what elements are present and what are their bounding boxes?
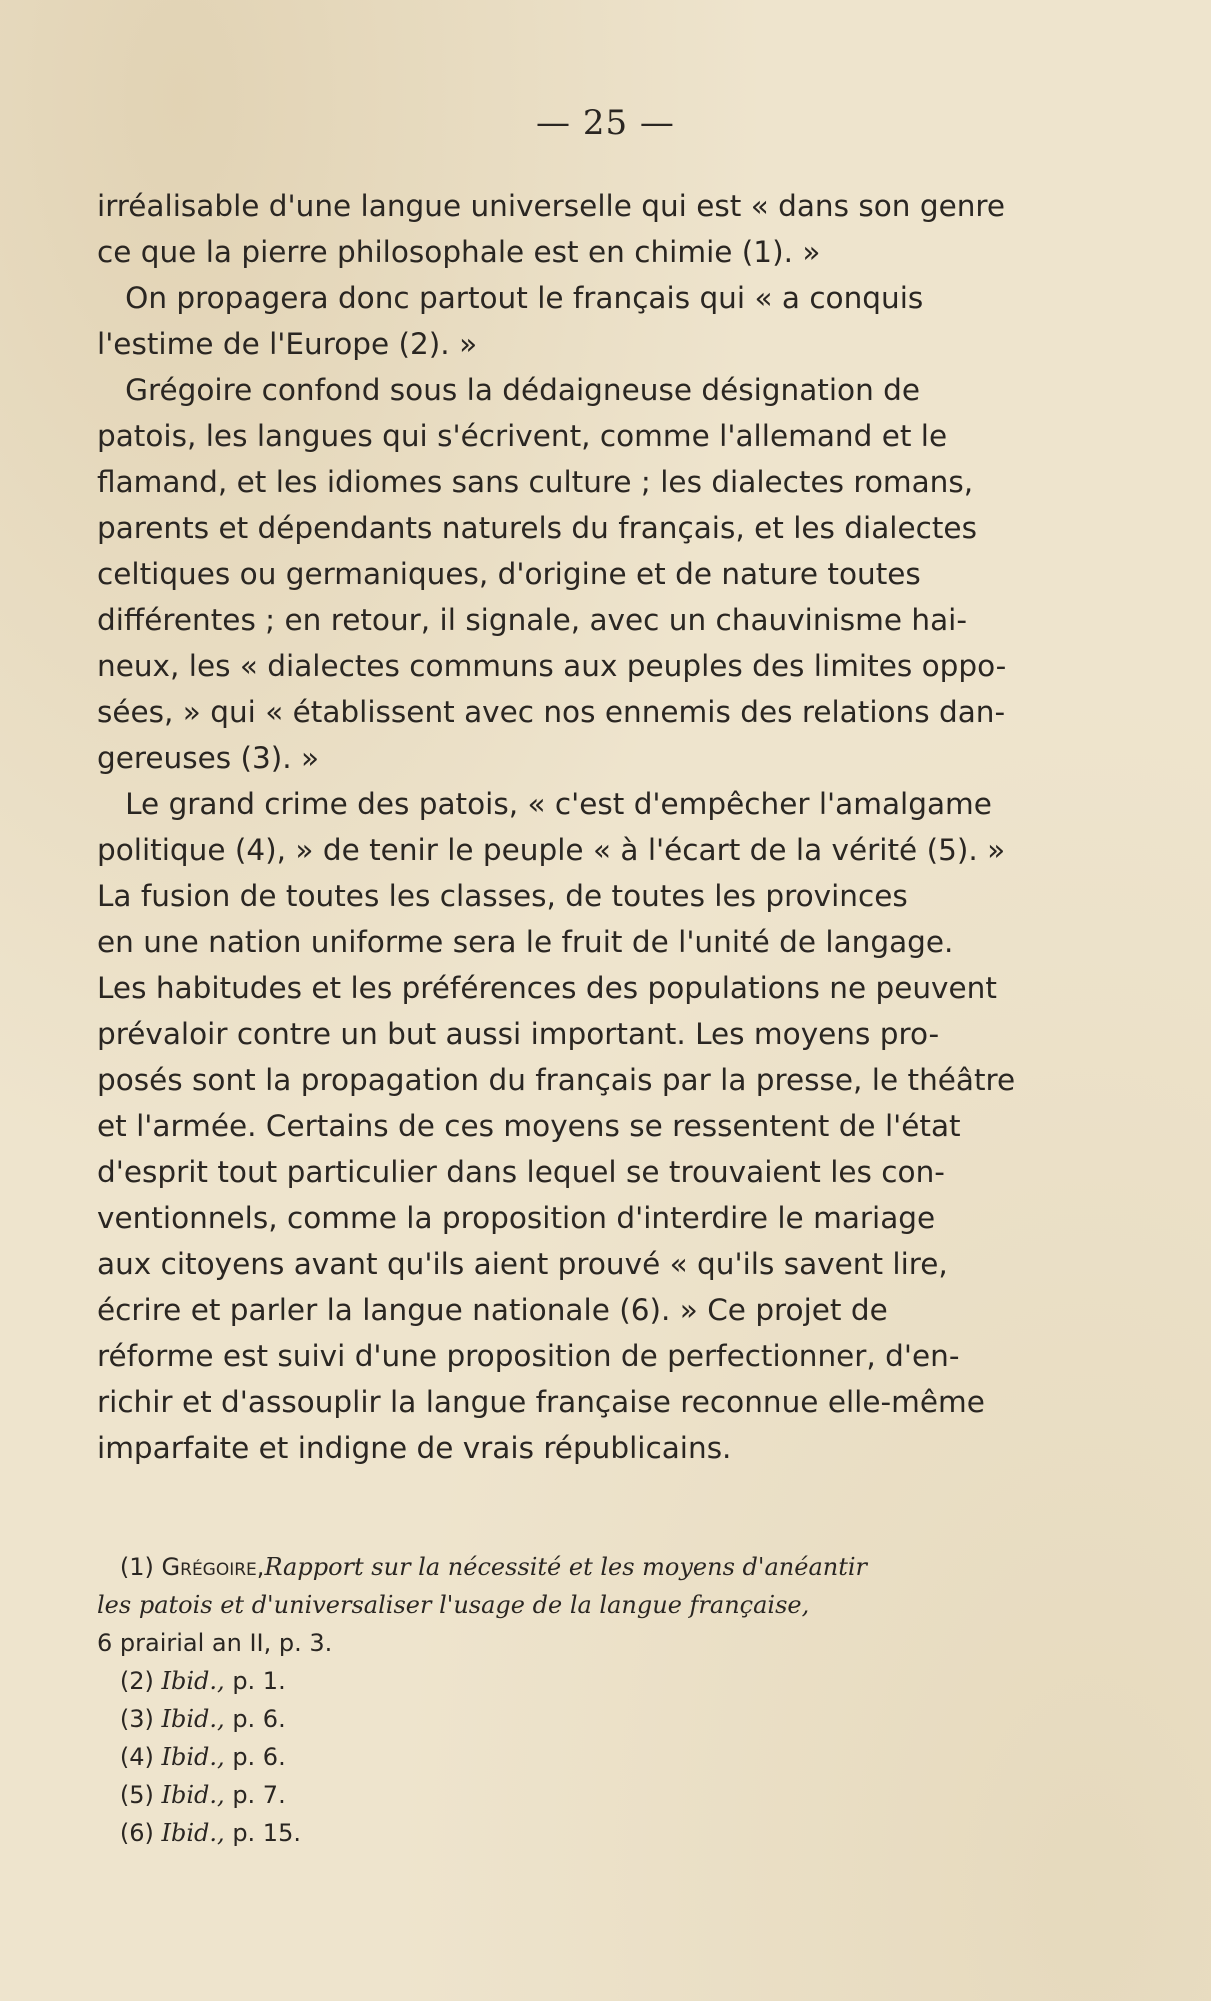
body-line: flamand, et les idiomes sans culture ; les dialectes romans, xyxy=(97,465,974,499)
body-line: réforme est suivi d'une proposition de perfectionner, d'en- xyxy=(97,1339,960,1373)
footnote-6 xyxy=(97,1814,1097,1852)
body-line: patois, les langues qui s'écrivent, comme l'allemand et le xyxy=(97,419,948,453)
body-line: celtiques ou germaniques, d'origine et de nature toutes xyxy=(97,557,921,591)
body-line: d'esprit tout particulier dans lequel se trouvaient les con- xyxy=(97,1155,945,1189)
body-line: neux, les « dialectes communs aux peuples des limites oppo- xyxy=(97,649,1007,683)
footnote-ibid: Ibid., xyxy=(161,1743,225,1771)
body-line: Le grand crime des patois, « c'est d'empêcher l'amalgame xyxy=(97,787,992,821)
footnote-1-date: 6 prairial an II, p. 3. xyxy=(97,1629,333,1657)
footnote-title: Rapport sur la nécessité et les moyens d'anéantir xyxy=(264,1553,868,1581)
body-line: Les habitudes et les préférences des populations ne peuvent xyxy=(97,971,997,1005)
footnote-ibid: Ibid., xyxy=(161,1667,225,1695)
footnote-page: p. 6. xyxy=(232,1743,286,1771)
body-line: ventionnels, comme la proposition d'interdire le mariage xyxy=(97,1201,936,1235)
footnote-2 xyxy=(97,1662,1097,1700)
body-line: différentes ; en retour, il signale, avec un chauvinisme hai- xyxy=(97,603,968,637)
body-line: La fusion de toutes les classes, de toutes les provinces xyxy=(97,879,908,913)
body-line: irréalisable d'une langue universelle qui est « dans son genre xyxy=(97,189,1006,223)
body-line: politique (4), » de tenir le peuple « à l'écart de la vérité (5). » xyxy=(97,833,1006,867)
body-line: prévaloir contre un but aussi important. Les moyens pro- xyxy=(97,1017,940,1051)
body-line: et l'armée. Certains de ces moyens se ressentent de l'état xyxy=(97,1109,961,1143)
footnote-number: (1) xyxy=(119,1553,154,1581)
page-number: — 25 — xyxy=(536,103,675,143)
footnote-number: (6) xyxy=(119,1819,154,1847)
footnote-page: p. 7. xyxy=(232,1781,286,1809)
footnote-number: (5) xyxy=(119,1781,154,1809)
body-line: On propagera donc partout le français qui « a conquis xyxy=(97,281,924,315)
body-line: parents et dépendants naturels du français, et les dialectes xyxy=(97,511,977,545)
footnote-number: (3) xyxy=(119,1705,154,1733)
body-line: imparfaite et indigne de vrais républicains. xyxy=(97,1431,732,1465)
footnote-number: (2) xyxy=(119,1667,154,1695)
body-line: richir et d'assouplir la langue française reconnue elle-même xyxy=(97,1385,985,1419)
footnote-ibid: Ibid., xyxy=(161,1819,225,1847)
footnote-number: (4) xyxy=(119,1743,154,1771)
footnote-ibid: Ibid., xyxy=(161,1705,225,1733)
body-line: sées, » qui « établissent avec nos ennemis des relations dan- xyxy=(97,695,1006,729)
footnote-1-title-cont: les patois et d'universaliser l'usage de la langue française, xyxy=(97,1591,810,1619)
footnote-1 xyxy=(97,1548,1097,1586)
body-line: ce que la pierre philosophale est en chimie (1). » xyxy=(97,235,821,269)
footnote-page: p. 1. xyxy=(232,1667,286,1695)
footnote-ibid: Ibid., xyxy=(161,1781,225,1809)
body-line: gereuses (3). » xyxy=(97,741,320,775)
body-line: posés sont la propagation du français par la presse, le théâtre xyxy=(97,1063,1016,1097)
footnotes xyxy=(97,1548,1097,1852)
body-line: en une nation uniforme sera le fruit de l'unité de langage. xyxy=(97,925,954,959)
body-line: Grégoire confond sous la dédaigneuse désignation de xyxy=(97,373,921,407)
footnote-4 xyxy=(97,1738,1097,1776)
body-line: écrire et parler la langue nationale (6). » Ce projet de xyxy=(97,1293,888,1327)
footnote-3 xyxy=(97,1700,1097,1738)
footnote-5 xyxy=(97,1776,1097,1814)
body-line: l'estime de l'Europe (2). » xyxy=(97,327,478,361)
body-text xyxy=(97,183,1082,1471)
body-line: aux citoyens avant qu'ils aient prouvé « qu'ils savent lire, xyxy=(97,1247,948,1281)
footnote-page: p. 15. xyxy=(232,1819,301,1847)
footnote-page: p. 6. xyxy=(232,1705,286,1733)
footnote-author: Grégoire, xyxy=(161,1553,265,1581)
